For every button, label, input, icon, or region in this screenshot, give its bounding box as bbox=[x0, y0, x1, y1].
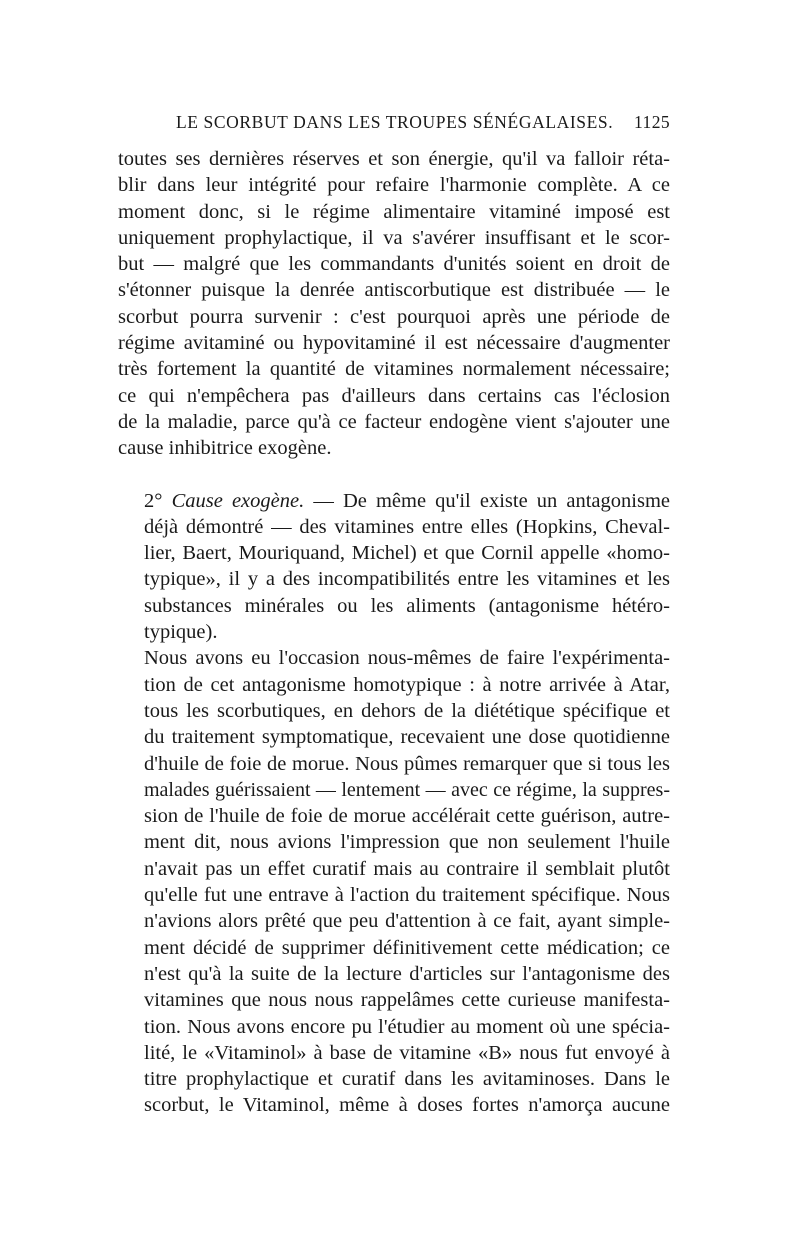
text-line: ment dit, nous avions l'impression que non seulement l'huile bbox=[144, 831, 670, 854]
text-line: tion. Nous avons encore pu l'étudier au moment où une spécia- bbox=[144, 1015, 670, 1038]
section-number: 2° bbox=[144, 489, 163, 512]
paragraph-indented bbox=[118, 645, 670, 1118]
text-line: titre prophylactique et curatif dans les avitaminoses. Dans le bbox=[144, 1068, 670, 1091]
book-page bbox=[118, 112, 670, 1119]
text-line: du traitement symptomatique, recevaient une dose quotidienne bbox=[144, 726, 670, 749]
text-line: régime avitaminé ou hypovitaminé il est nécessaire d'augmenter bbox=[118, 332, 670, 355]
text-line: vitamines que nous nous rappelâmes cette curieuse manifesta- bbox=[144, 989, 670, 1012]
text-line: scorbut, le Vitaminol, même à doses fortes n'amorça aucune bbox=[144, 1094, 670, 1117]
text-line: sion de l'huile de foie de morue accélérait cette guérison, autre- bbox=[144, 805, 670, 828]
text-line: très fortement la quantité de vitamines normalement nécessaire; bbox=[118, 358, 670, 381]
section-heading: Cause exogène. bbox=[171, 489, 305, 512]
paragraph-continuation bbox=[118, 146, 670, 462]
text-line: — De même qu'il existe un antagonisme bbox=[304, 489, 671, 512]
text-line: n'est qu'à la suite de la lecture d'articles sur l'antagonisme des bbox=[144, 962, 670, 985]
text-line: déjà démontré — des vitamines entre elles (Hopkins, Cheval- bbox=[144, 515, 670, 538]
running-header bbox=[118, 112, 670, 146]
text-line: moment donc, si le régime alimentaire vitaminé imposé est bbox=[118, 200, 670, 223]
text-line: ce qui n'empêchera pas d'ailleurs dans certains cas l'éclosion bbox=[118, 384, 670, 407]
text-line: Nous avons eu l'occasion nous-mêmes de faire l'expérimenta- bbox=[144, 647, 670, 670]
page-number: 1125 bbox=[634, 112, 670, 132]
text-line: qu'elle fut une entrave à l'action du traitement spécifique. Nous bbox=[144, 884, 670, 907]
text-line: lier, Baert, Mouriquand, Michel) et que Cornil appelle «homo- bbox=[144, 542, 670, 565]
text-line: de la maladie, parce qu'à ce facteur endogène vient s'ajouter une bbox=[118, 410, 670, 433]
text-line: d'huile de foie de morue. Nous pûmes remarquer que si tous les bbox=[144, 752, 670, 775]
text-line-with-heading bbox=[118, 488, 670, 514]
text-line: scorbut pourra survenir : c'est pourquoi après une période de bbox=[118, 305, 670, 328]
text-line: cause inhibitrice exogène. bbox=[118, 437, 332, 460]
text-line: n'avait pas un effet curatif mais au contraire il semblait plutôt bbox=[144, 857, 670, 880]
body-text bbox=[118, 146, 670, 1119]
text-line: typique», il y a des incompatibilités entre les vitamines et les bbox=[144, 568, 670, 591]
text-line: substances minérales ou les aliments (antagonisme hétéro- bbox=[144, 594, 670, 617]
text-line: toutes ses dernières réserves et son énergie, qu'il va falloir réta- bbox=[118, 148, 670, 170]
text-line: typique). bbox=[144, 621, 218, 644]
running-title: LE SCORBUT DANS LES TROUPES SÉNÉGALAISES. bbox=[176, 112, 614, 132]
text-line: malades guérissaient — lentement — avec ce régime, la suppres- bbox=[144, 778, 670, 801]
text-line: s'étonner puisque la denrée antiscorbutique est distribuée — le bbox=[118, 279, 670, 302]
text-line: tous les scorbutiques, en dehors de la diététique spécifique et bbox=[144, 699, 670, 722]
text-line: blir dans leur intégrité pour refaire l'harmonie complète. A ce bbox=[118, 174, 670, 197]
text-line: tion de cet antagonisme homotypique : à notre arrivée à Atar, bbox=[144, 673, 670, 696]
text-line: n'avions alors prêté que peu d'attention à ce fait, ayant simple- bbox=[144, 910, 670, 933]
text-line: ment décidé de supprimer définitivement cette médication; ce bbox=[144, 936, 670, 959]
text-line: lité, le «Vitaminol» à base de vitamine «B» nous fut envoyé à bbox=[144, 1041, 670, 1064]
text-line: uniquement prophylactique, il va s'avérer insuffisant et le scor- bbox=[118, 226, 670, 249]
text-line: but — malgré que les commandants d'unités soient en droit de bbox=[118, 253, 670, 276]
section-paragraph bbox=[118, 488, 670, 646]
